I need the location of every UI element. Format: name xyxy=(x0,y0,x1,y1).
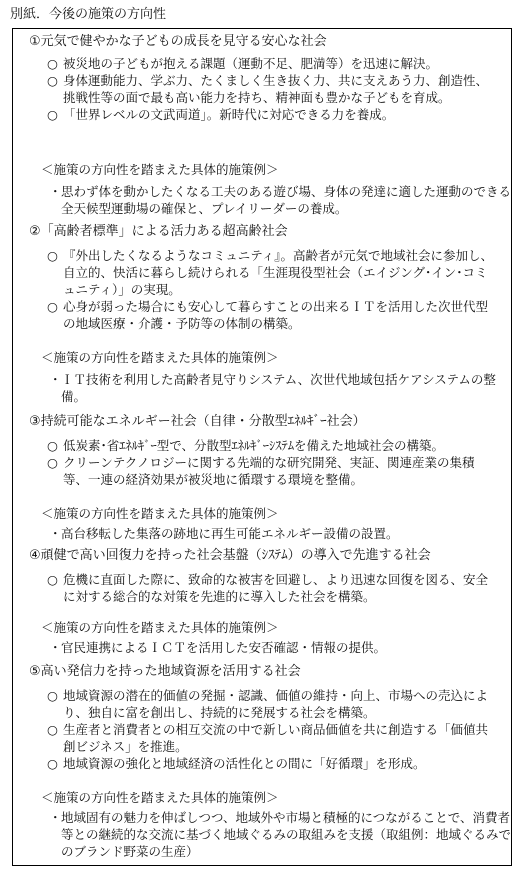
circle-marker-icon: ○ xyxy=(47,56,58,71)
circle-marker-icon: ○ xyxy=(47,756,58,771)
circle-marker-icon: ○ xyxy=(47,688,58,703)
circle-marker-icon: ○ xyxy=(47,722,58,737)
bullet-icon: ・ xyxy=(49,526,62,541)
policy-item: ○ 危機に直面した際に、致命的な被害を回避し、より迅速な回復を図る、安全に対する総合的な対策を先進的に導入した社会を構築。 xyxy=(47,572,489,604)
policy-item: ○ 「世界レベルの文武両道」。新時代に対応できる力を養成。 xyxy=(47,107,395,122)
bullet-icon: ・ xyxy=(49,372,62,387)
policy-items xyxy=(47,247,497,332)
policy-item: ○ 『外出したくなるようなコミュニティ』。高齢者が元気で地域社会に参加し、自立的、快活に暮らし続けられる「生涯現役型社会（エイジング･イン･コミュニティ）」の実現。 xyxy=(47,248,494,297)
circle-marker-icon: ○ xyxy=(47,107,58,122)
policy-item: ○ 身体運動能力、学ぶ力、たくましく生き抜く力、共に支えあう力、創造性、挑戦性等の面で最も高い能力を持ち、精神面も豊かな子どもを育成。 xyxy=(47,73,489,105)
policy-items xyxy=(47,571,497,605)
policy-items xyxy=(47,687,497,772)
bullet-icon: ・ xyxy=(49,184,62,199)
policy-item: ○ 心身が弱った場合にも安心して暮らすことの出来るＩＴを活用した次世代型の地域医療・介護・予防等の体制の構築。 xyxy=(47,299,489,331)
content-frame xyxy=(12,28,512,866)
policy-item: ○ 地域資源の潜在的価値の発掘・認識、価値の維持・向上、市場への売込により、独自に富を創出し、持続的に発展する社会を構築。 xyxy=(47,688,489,720)
section-title: ③持続可能なエネルギー社会（自律・分散型ｴﾈﾙｷﾞｰ社会） xyxy=(29,414,366,429)
examples-header: ＜施策の方向性を踏まえた具体的施策例＞ xyxy=(41,506,279,521)
policy-item: ○ クリーンテクノロジーに関する先端的な研究開発、実証、関連産業の集積等、一連の経済効果が被災地に循環する環境を整備。 xyxy=(47,455,475,487)
section-title: ④頑健で高い回復力を持った社会基盤（ｼｽﾃﾑ）の導入で先進する社会 xyxy=(29,548,431,563)
examples-header: ＜施策の方向性を踏まえた具体的施策例＞ xyxy=(41,790,279,805)
examples-header: ＜施策の方向性を踏まえた具体的施策例＞ xyxy=(41,162,279,177)
examples-header: ＜施策の方向性を踏まえた具体的施策例＞ xyxy=(41,620,279,635)
example-item: ・ ＩＴ技術を利用した高齢者見守りシステム、次世代地域包括ケアシステムの整備。 xyxy=(49,372,496,404)
circle-marker-icon: ○ xyxy=(47,455,58,470)
policy-items xyxy=(47,55,497,123)
circle-marker-icon: ○ xyxy=(47,299,58,314)
circle-marker-icon: ○ xyxy=(47,73,58,88)
example-item: ・ 地域固有の魅力を伸ばしつつ、地域外や市場と積極的につながることで、消費者等との継続的な交流に基づく地域ぐるみの取組みを支援（取組例：地域ぐるみでのブランド野菜の生産） xyxy=(49,810,512,859)
policy-item: ○ 生産者と消費者との相互交流の中で新しい商品価値を共に創造する「価値共創ビジネス」を推進。 xyxy=(47,722,489,754)
example-item: ・ 思わず体を動かしたくなる工夫のある遊び場、身体の発達に適した運動のできる全天候型運動場の確保と、プレイリーダーの養成。 xyxy=(49,184,512,216)
examples-header: ＜施策の方向性を踏まえた具体的施策例＞ xyxy=(41,350,279,365)
bullet-icon: ・ xyxy=(49,810,62,825)
circle-marker-icon: ○ xyxy=(47,438,58,453)
example-item: ・ 官民連携によるＩＣＴを活用した安否確認・情報の提供。 xyxy=(49,640,387,655)
bullet-icon: ・ xyxy=(49,640,62,655)
policy-item: ○ 地域資源の強化と地域経済の活性化との間に「好循環」を形成。 xyxy=(47,756,426,771)
policy-items xyxy=(47,437,497,488)
circle-marker-icon: ○ xyxy=(47,248,58,263)
policy-item: ○ 被災地の子どもが抱える課題（運動不足、肥満等）を迅速に解決。 xyxy=(47,56,439,71)
section-title: ②「高齢者標準」による活力ある超高齢社会 xyxy=(29,224,288,239)
policy-item: ○ 低炭素･省ｴﾈﾙｷﾞｰ型で、分散型ｴﾈﾙｷﾞｰｼｽﾃﾑを備えた地域社会の構築。 xyxy=(47,438,445,453)
document-title: 別紙．今後の施策の方向性 xyxy=(10,7,167,22)
section-title: ⑤高い発信力を持った地域資源を活用する社会 xyxy=(29,664,301,679)
example-item: ・ 高台移転した集落の跡地に再生可能エネルギー設備の設置。 xyxy=(49,526,399,541)
circle-marker-icon: ○ xyxy=(47,572,58,587)
section-title: ①元気で健やかな子どもの成長を見守る安心な社会 xyxy=(29,34,327,49)
